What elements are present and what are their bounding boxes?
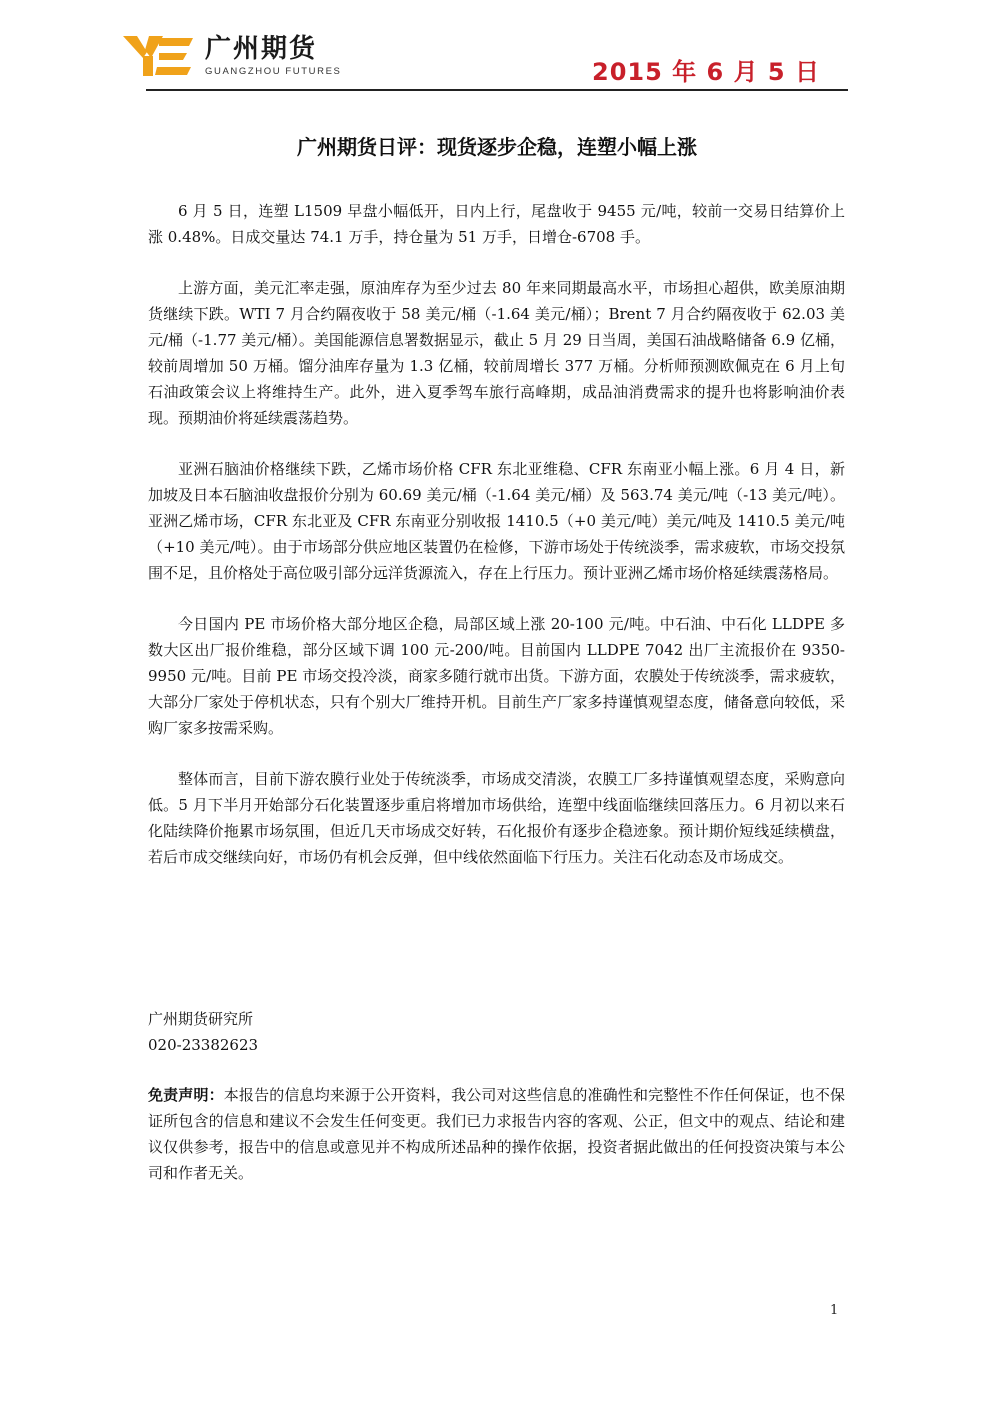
paragraph: 今日国内 PE 市场价格大部分地区企稳，局部区域上涨 20-100 元/吨。中石油、中石化 LLDPE 多数大区出厂报价维稳，部分区域下调 100 元-200/吨。目前国内 LLDPE 7042 出厂主流报价在 9350-9950 元/吨。目前 PE 市场交投冷淡，商家多随行就市出货。下游方面，农膜处于传统淡季，需求疲软，大部分厂家处于停机状态，只有个别大厂维持开机。目前生产厂家多持谨慎观望态度，储备意向较低，采购厂家多按需采购。: [148, 615, 845, 737]
brand-name-cn: 广州期货: [205, 34, 318, 64]
disclaimer-label: 免责声明：: [148, 1086, 224, 1104]
page-number: 1: [830, 1303, 839, 1318]
signature-block: [148, 1006, 258, 1058]
paragraph: 亚洲石脑油价格继续下跌，乙烯市场价格 CFR 东北亚维稳、CFR 东南亚小幅上涨。6 月 4 日，新加坡及日本石脑油收盘报价分别为 60.69 美元/桶（-1.64 美元/桶）及 563.74 美元/吨（-13 美元/吨）。亚洲乙烯市场，CFR 东北亚及 CFR 东南亚分别收报 1410.5（+0 美元/吨）美元/吨及 1410.5 美元/吨（+10 美元/吨）。由于市场部分供应地区装置仍在检修，下游市场处于传统淡季，需求疲软，市场交投氛围不足，且价格处于高位吸引部分远洋货源流入，存在上行压力。预计亚洲乙烯市场价格延续震荡格局。: [148, 460, 845, 582]
page-header: [123, 28, 848, 92]
paragraph: 整体而言，目前下游农膜行业处于传统淡季，市场成交清淡，农膜工厂多持谨慎观望态度，采购意向低。5 月下半月开始部分石化装置逐步重启将增加市场供给，连塑中线面临继续回落压力。6 月初以来石化陆续降价拖累市场氛围，但近几天市场成交好转，石化报价有逐步企稳迹象。预计期价短线延续横盘，若后市成交继续向好，市场仍有机会反弹，但中线依然面临下行压力。关注石化动态及市场成交。: [148, 770, 845, 866]
report-date: 2015 年 6 月 5 日: [592, 58, 820, 86]
signature-org: 广州期货研究所: [148, 1010, 254, 1028]
guangzhou-futures-logo-icon: [123, 34, 195, 78]
paragraph: 6 月 5 日，连塑 L1509 早盘小幅低开，日内上行，尾盘收于 9455 元/吨，较前一交易日结算价上涨 0.48%。日成交量达 74.1 万手，持仓量为 51 万手，日增仓-6708 手。: [148, 202, 845, 246]
disclaimer-text: 本报告的信息均来源于公开资料，我公司对这些信息的准确性和完整性不作任何保证，也不保证所包含的信息和建议不会发生任何变更。我们已力求报告内容的客观、公正，但文中的观点、结论和建议仅供参考，报告中的信息或意见并不构成所述品种的操作依据，投资者据此做出的任何投资决策与本公司和作者无关。: [148, 1086, 845, 1182]
disclaimer: [148, 1082, 845, 1186]
brand-block: [205, 34, 341, 77]
brand-name-en: GUANGZHOU FUTURES: [205, 66, 342, 77]
paragraph: 上游方面，美元汇率走强，原油库存为至少过去 80 年来同期最高水平，市场担心超供，欧美原油期货继续下跌。WTI 7 月合约隔夜收于 58 美元/桶（-1.64 美元/桶）；Brent 7 月合约隔夜收于 62.03 美元/桶（-1.77 美元/桶）。美国能源信息署数据显示，截止 5 月 29 日当周，美国石油战略储备 6.9 亿桶，较前周增加 50 万桶。馏分油库存量为 1.3 亿桶，较前周增长 377 万桶。分析师预测欧佩克在 6 月上旬石油政策会议上将维持生产。此外，进入夏季驾车旅行高峰期，成品油消费需求的提升也将影响油价表现。预期油价将延续震荡趋势。: [148, 279, 845, 427]
header-divider: [146, 89, 848, 91]
report-body: [148, 198, 845, 895]
signature-phone: 020-23382623: [148, 1036, 259, 1054]
report-title: 广州期货日评：现货逐步企稳，连塑小幅上涨: [297, 135, 697, 159]
